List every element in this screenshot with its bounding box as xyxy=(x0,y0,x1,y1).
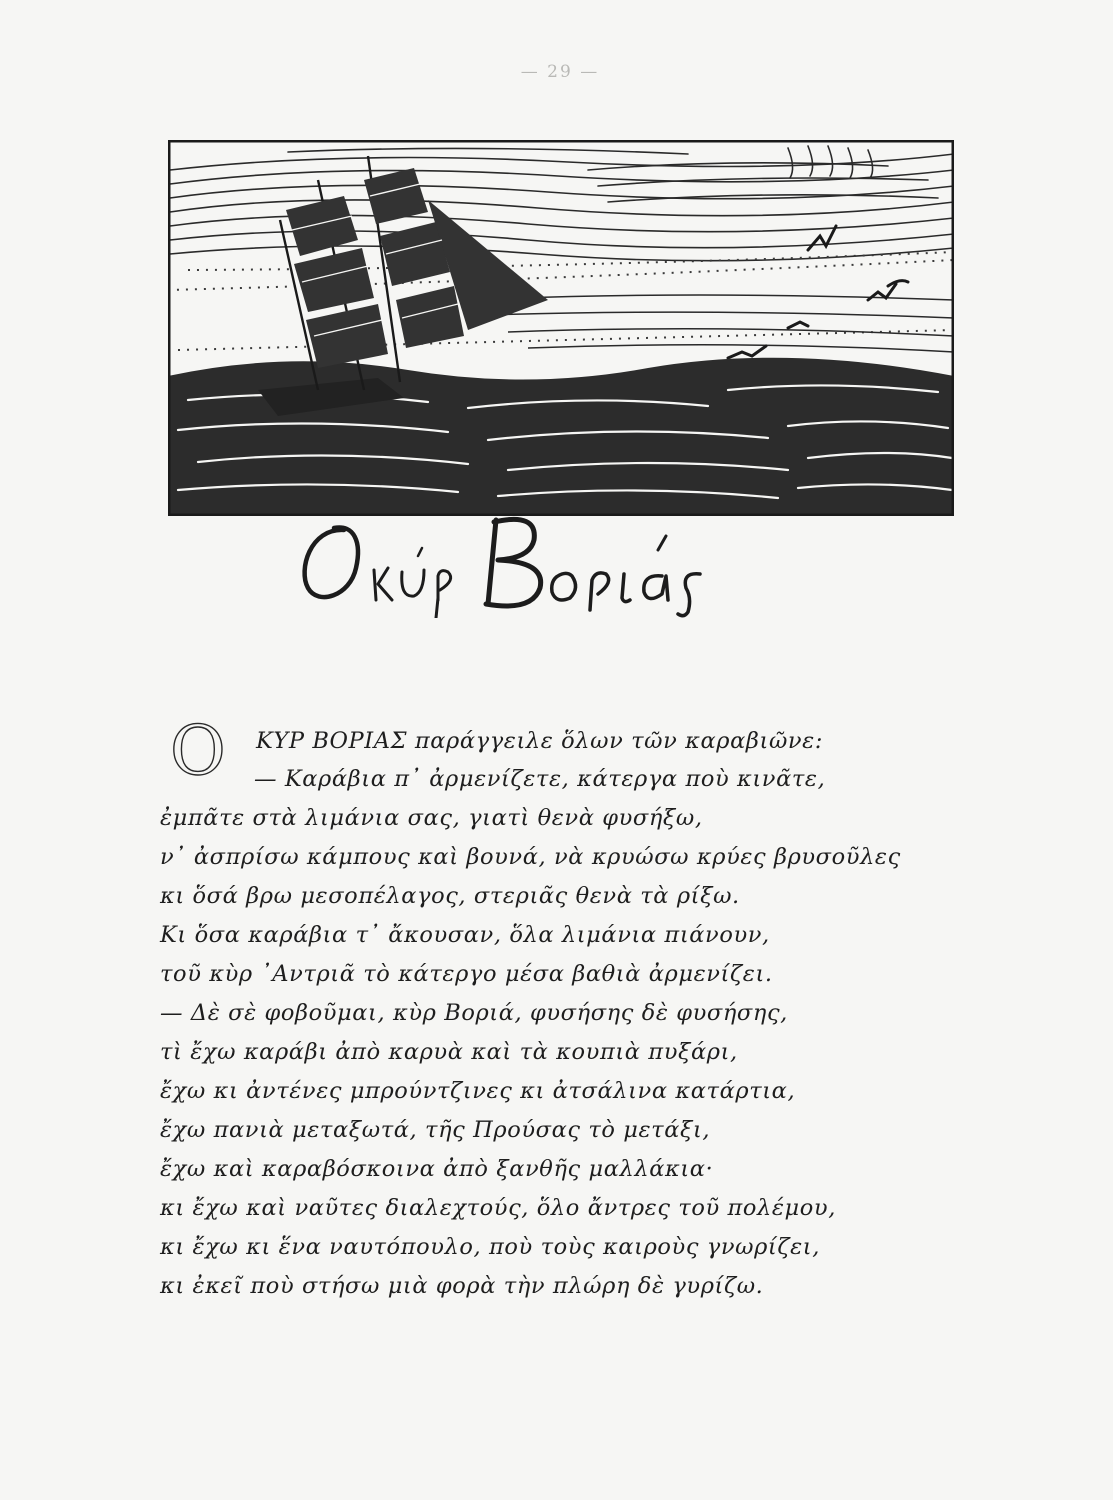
poem-line: κι ὅσά βρω μεσοπέλαγος, στεριᾶς θενὰ τὰ ρίξω. xyxy=(160,883,740,909)
ship-storm-illustration xyxy=(168,140,954,516)
handwritten-title-lettering xyxy=(290,508,710,618)
drop-cap: Ο xyxy=(170,712,226,791)
poem-line: κι ἐκεῖ ποὺ στήσω μιὰ φορὰ τὴν πλώρη δὲ γυρίζω. xyxy=(160,1273,764,1299)
poem-line: ἔχω πανιὰ μεταξωτά, τῆς Προύσας τὸ μετάξι, xyxy=(160,1117,711,1143)
poem-line: κι ἔχω κι ἕνα ναυτόπουλο, ποὺ τοὺς καιροὺς γνωρίζει, xyxy=(160,1234,820,1260)
poem-line: ν᾽ ἀσπρίσω κάμπους καὶ βουνά, νὰ κρυώσω κρύες βρυσοῦλες xyxy=(160,844,901,870)
poem-line: τοῦ κὺρ ᾿Αντριᾶ τὸ κάτεργο μέσα βαθιὰ ἀρμενίζει. xyxy=(160,961,773,987)
poem-line: τὶ ἔχω καράβι ἀπὸ καρυὰ καὶ τὰ κουπιὰ πυξάρι, xyxy=(160,1039,738,1065)
poem-line: Κι ὅσα καράβια τ᾽ ἄκουσαν, ὅλα λιμάνια πιάνουν, xyxy=(160,922,770,948)
poem-line: ἐμπᾶτε στὰ λιμάνια σας, γιατὶ θενὰ φυσήξω, xyxy=(160,805,703,831)
poem-line: — Καράβια π᾽ ἀρμενίζετε, κάτεργα ποὺ κινᾶτε, xyxy=(254,766,826,792)
poem-line: ἔχω κι ἀντένες μπρούντζινες κι ἀτσάλινα κατάρτια, xyxy=(160,1078,796,1104)
poem-line: — Δὲ σὲ φοβοῦμαι, κὺρ Βοριά, φυσήσης δὲ φυσήσης, xyxy=(160,1000,788,1026)
poem-line: κι ἔχω καὶ ναῦτες διαλεχτούς, ὅλο ἄντρες τοῦ πολέμου, xyxy=(160,1195,836,1221)
page-number: — 29 — xyxy=(520,62,600,82)
poem-line: ΚΥΡ ΒΟΡΙΑΣ παράγγειλε ὅλων τῶν καραβιῶνε: xyxy=(256,728,824,754)
poem-line: ἔχω καὶ καραβόσκοινα ἀπὸ ξανθῆς μαλλάκια· xyxy=(160,1156,714,1182)
